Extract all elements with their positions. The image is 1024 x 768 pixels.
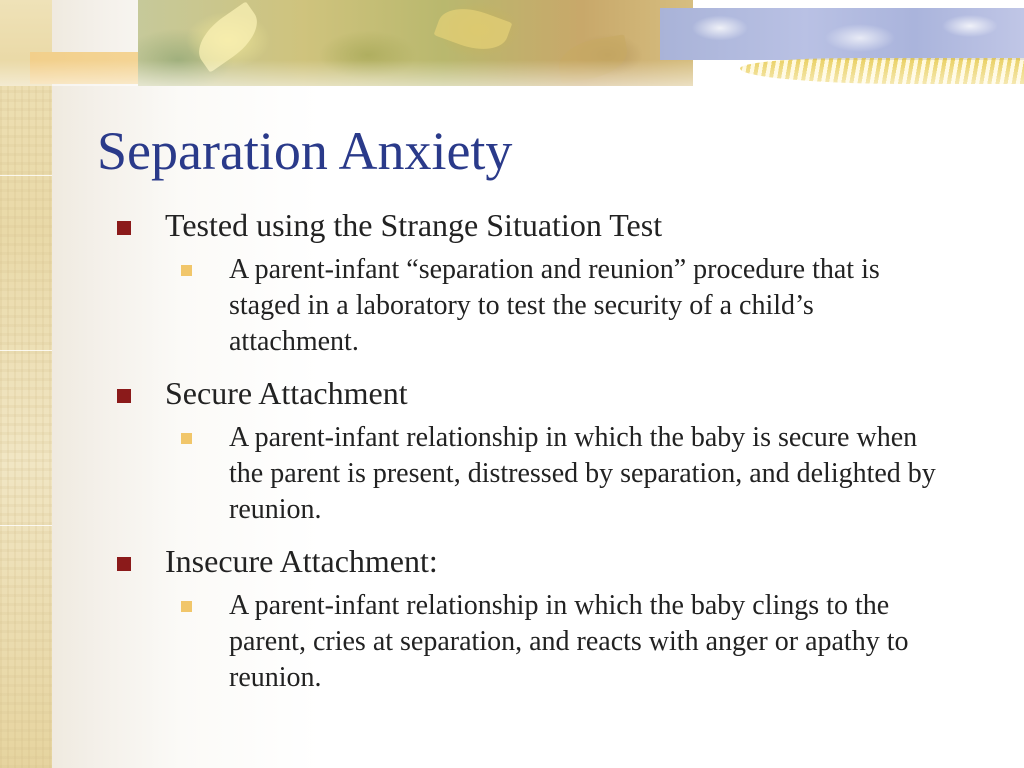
decorative-banner: [0, 0, 1024, 86]
sub-bullet-item: [165, 252, 949, 360]
square-sub-bullet-icon: [181, 433, 192, 444]
strip-seam: [0, 175, 52, 176]
bullet-text: Secure Attachment: [165, 375, 408, 411]
left-texture-strip: [0, 0, 52, 768]
sub-bullet-text: A parent-infant relationship in which the baby is secure when the parent is present, distressed by separation, and delighted by reunion.: [229, 422, 936, 525]
sub-bullet-text: A parent-infant “separation and reunion” procedure that is staged in a laboratory to test the security of a child’s attachment.: [229, 254, 880, 357]
sub-bullet-item: [165, 420, 949, 528]
sub-bullet-list: [165, 420, 995, 528]
sub-bullet-text: A parent-infant relationship in which the baby clings to the parent, cries at separation, and reacts with anger or apathy to reunion.: [229, 590, 909, 693]
banner-fade: [0, 60, 1024, 86]
slide-title: Separation Anxiety: [97, 121, 513, 181]
square-bullet-icon: [117, 389, 131, 403]
square-sub-bullet-icon: [181, 265, 192, 276]
sub-bullet-item: [165, 588, 949, 696]
square-bullet-icon: [117, 221, 131, 235]
sub-bullet-list: [165, 588, 995, 696]
bullet-item: [115, 542, 995, 696]
sub-bullet-list: [165, 252, 995, 360]
strip-seam: [0, 525, 52, 526]
bullet-item: [115, 206, 995, 360]
bullet-text: Tested using the Strange Situation Test: [165, 207, 663, 243]
leaf-shape: [434, 0, 513, 59]
strip-seam: [0, 350, 52, 351]
square-bullet-icon: [117, 557, 131, 571]
square-sub-bullet-icon: [181, 601, 192, 612]
banner-blue-image: [660, 8, 1024, 60]
bullet-list: [115, 206, 995, 696]
bullet-item: [115, 374, 995, 528]
bullet-text: Insecure Attachment:: [165, 543, 438, 579]
